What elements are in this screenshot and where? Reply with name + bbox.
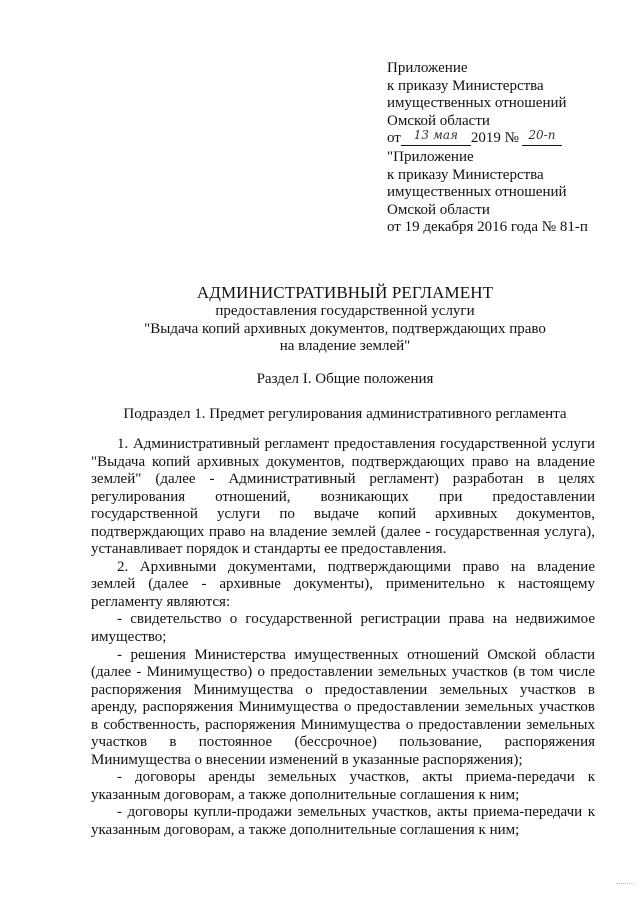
handwritten-number: 20-п [522, 127, 562, 146]
list-item: - свидетельство о государственной регистрации права на недвижимое имущество; [91, 611, 595, 646]
document-title: АДМИНИСТРАТИВНЫЙ РЕГЛАМЕНТ [196, 283, 494, 302]
quoted-header-line: имущественных отношений [387, 184, 567, 201]
list-item: - договоры аренды земельных участков, акты приема-передачи к указанным договорам, а также дополнительные соглашения к ним; [91, 769, 595, 803]
quoted-header-line: от 19 декабря 2016 года № 81-п [387, 219, 588, 236]
subsection-heading: Подраздел 1. Предмет регулирования административного регламента [123, 406, 567, 422]
title-line: на владение землей" [279, 338, 411, 354]
header-line: Приложение [387, 60, 468, 76]
quoted-header-line: к приказу Министерства [387, 166, 544, 183]
header-line: имущественных отношений [387, 95, 567, 112]
document-title-block [80, 283, 610, 356]
document-body [91, 436, 595, 840]
list-item: - решения Министерства имущественных отношений Омской области (далее - Минимущество) о предоставлении земельных участков (в том числе распоряжения Минимущества о предоставлении земельных участков в аренду, распоряжения Минимущества о предоставлении земельных участков в собственность, распоряжения Минимущества о предоставлении земельных участков в постоянное (бессрочное) пользование, распоряжения Минимущества о внесении изменений в указанные распоряжения); [91, 646, 595, 768]
quoted-header-line: Омской области [387, 201, 490, 218]
handwritten-date: 13 мая [401, 127, 471, 146]
quoted-header-line: "Приложение [387, 148, 474, 165]
order-year: 2019 № [470, 130, 519, 147]
order-date-line [387, 130, 627, 149]
list-item: - договоры купли-продажи земельных участков, акты приема-передачи к указанным договорам, а также дополнительные соглашения к ним; [91, 804, 595, 839]
paragraph: 1. Административный регламент предоставления государственной услуги "Выдача копий архивных документов, подтверждающих право на владение землей" (далее - Административный регламент) разработан в целях регулирования отношений, возникающих при предоставлении государственной услуги по выдаче копий архивных документов, подтверждающих право на владение землей (далее - государственная услуга), устанавливает порядок и стандарты ее предоставления. [91, 436, 595, 558]
order-prefix: от [387, 130, 401, 147]
paragraph: 2. Архивными документами, подтверждающими право на владение землей (далее - архивные документы), применительно к настоящему регламенту являются: [91, 558, 595, 610]
scan-corner-mark [616, 883, 634, 887]
appendix-header [387, 60, 627, 237]
title-line: "Выдача копий архивных документов, подтверждающих право [144, 320, 546, 337]
header-line: к приказу Министерства [387, 77, 544, 94]
header-line: Омской области [387, 112, 490, 129]
title-line: предоставления государственной услуги [215, 303, 475, 319]
section-heading: Раздел I. Общие положения [256, 371, 434, 387]
